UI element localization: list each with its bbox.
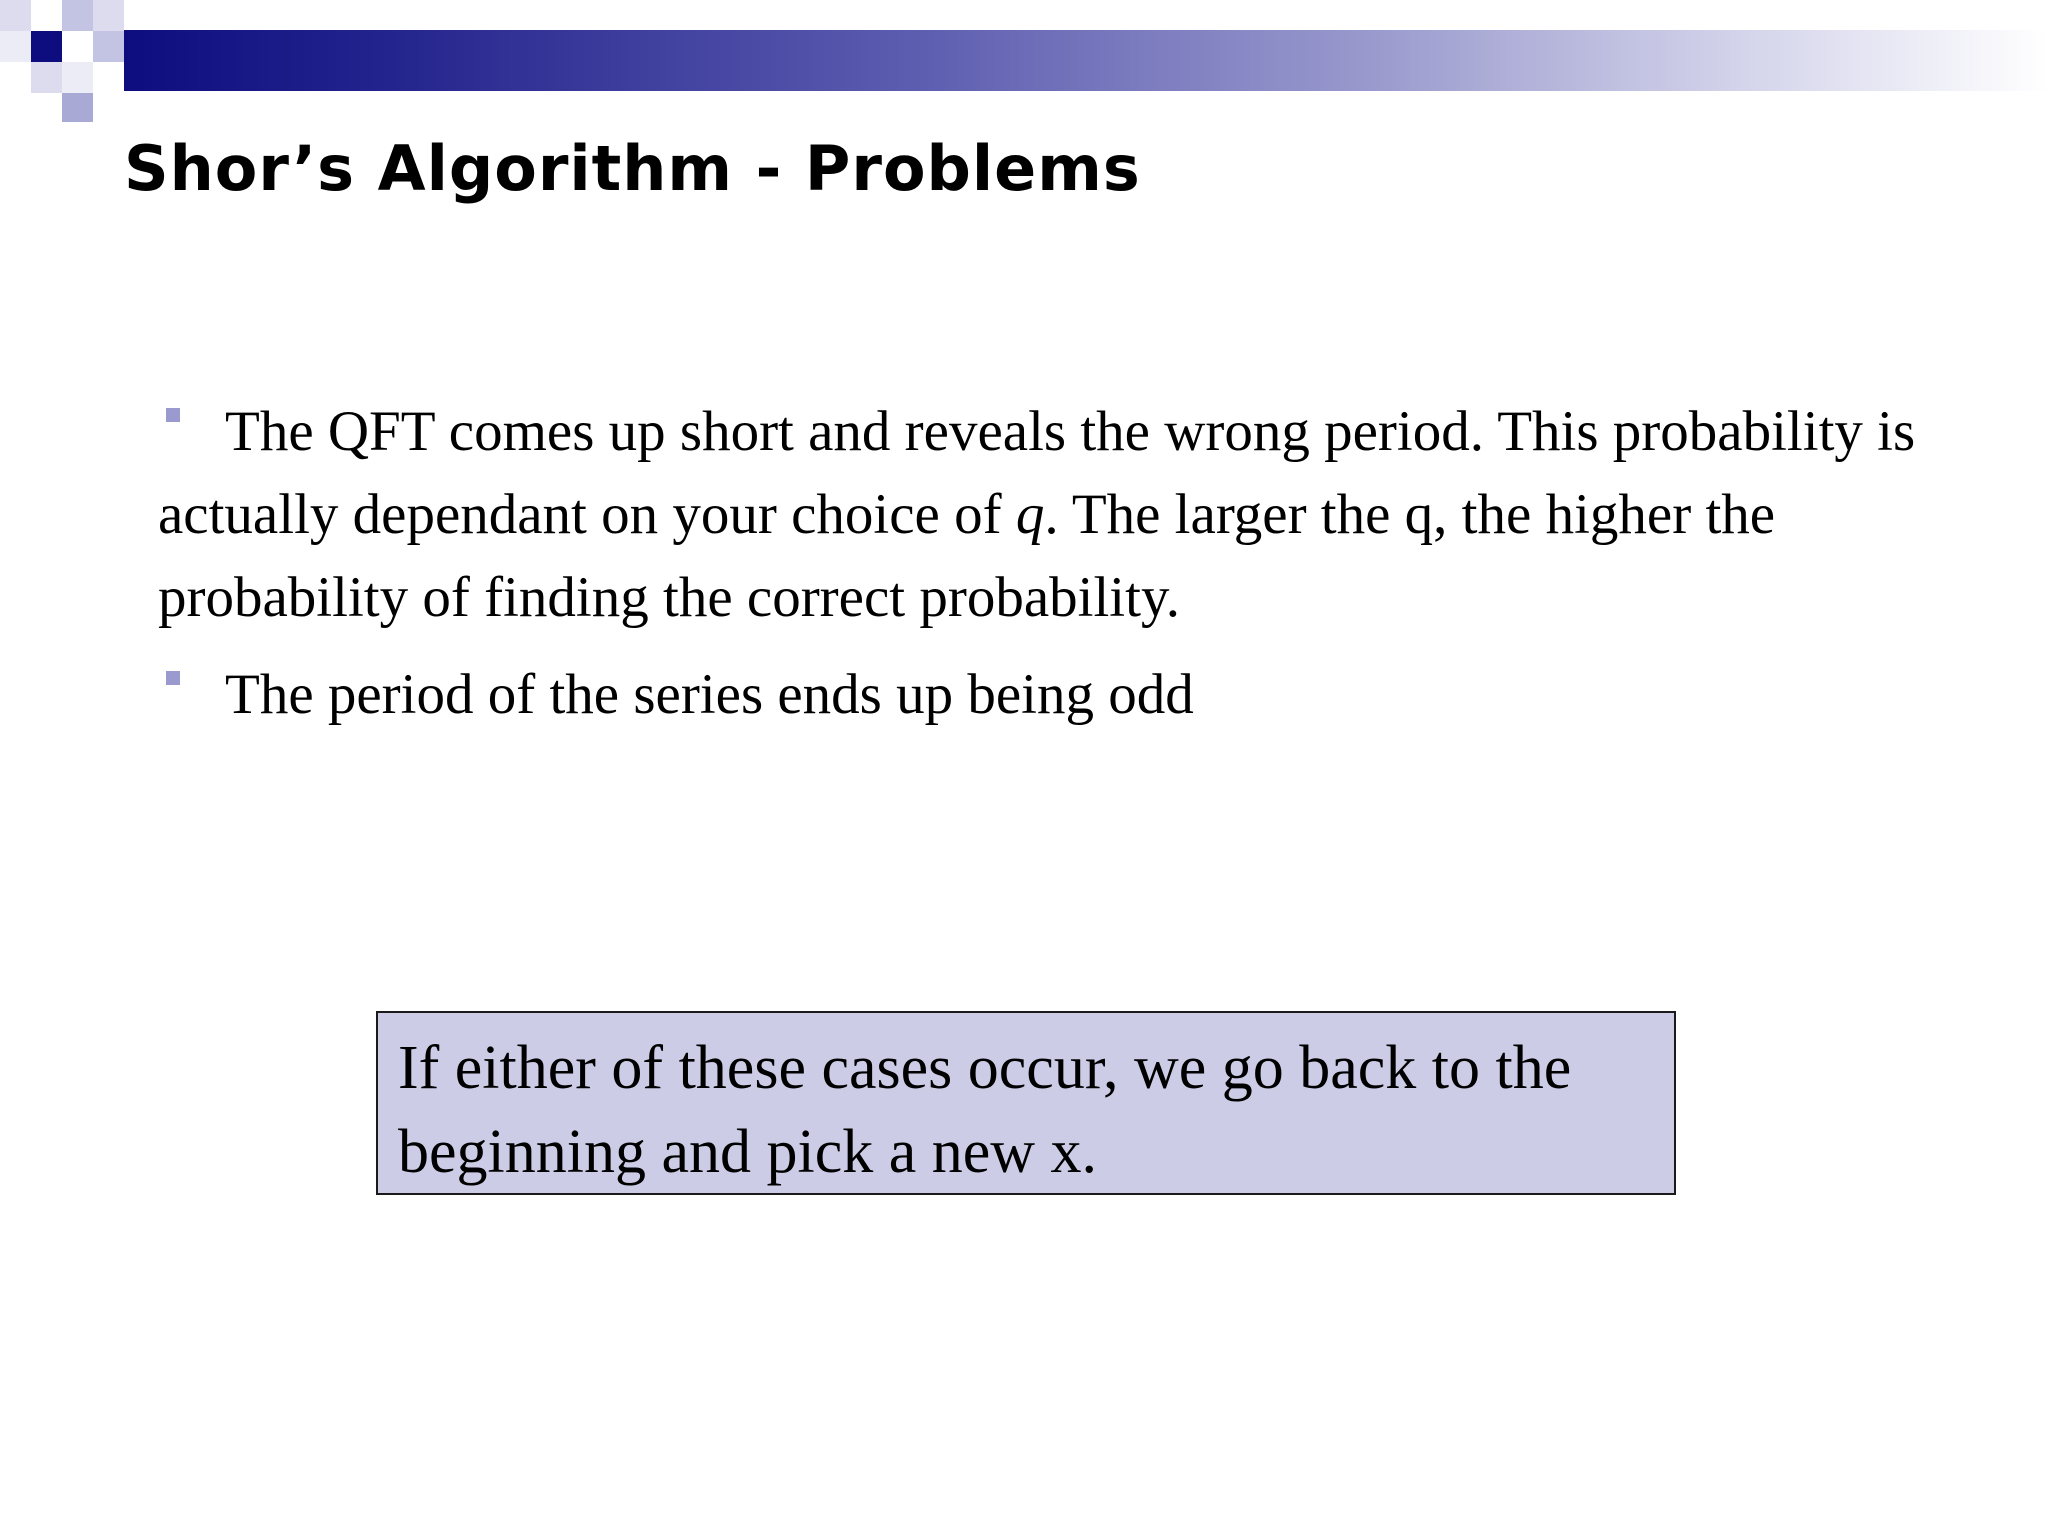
bullet-text: The period of the series ends up being odd bbox=[225, 663, 1194, 726]
decor-square bbox=[62, 31, 93, 62]
slide-title: Shor’s Algorithm - Problems bbox=[124, 132, 1141, 205]
bullet-emphasis: q bbox=[1015, 483, 1045, 546]
header-gradient-band bbox=[124, 30, 2048, 91]
bullet-text: The QFT comes up short and reveals the wrong period. This probability is actually dependant on your choice of bbox=[158, 400, 1916, 546]
decor-square bbox=[62, 62, 93, 93]
decor-square bbox=[31, 0, 62, 31]
bullet-text-cont: . The larger the q, the higher the probability of finding the correct probability. bbox=[158, 483, 1776, 629]
decor-square bbox=[0, 62, 31, 93]
decor-square bbox=[62, 0, 93, 31]
bullet-list bbox=[158, 390, 1918, 750]
callout-box: If either of these cases occur, we go back to the beginning and pick a new x. bbox=[376, 1011, 1676, 1195]
decor-square bbox=[31, 62, 62, 93]
decor-square bbox=[93, 31, 124, 62]
bullet-item bbox=[158, 653, 1918, 736]
decor-square bbox=[0, 31, 31, 62]
decor-square bbox=[62, 93, 93, 122]
decor-square bbox=[124, 0, 155, 30]
decor-square bbox=[31, 31, 62, 62]
decor-square bbox=[0, 0, 31, 31]
decor-square bbox=[93, 0, 124, 31]
square-bullet-icon bbox=[166, 671, 180, 685]
bullet-item bbox=[158, 390, 1918, 639]
square-bullet-icon bbox=[166, 408, 180, 422]
